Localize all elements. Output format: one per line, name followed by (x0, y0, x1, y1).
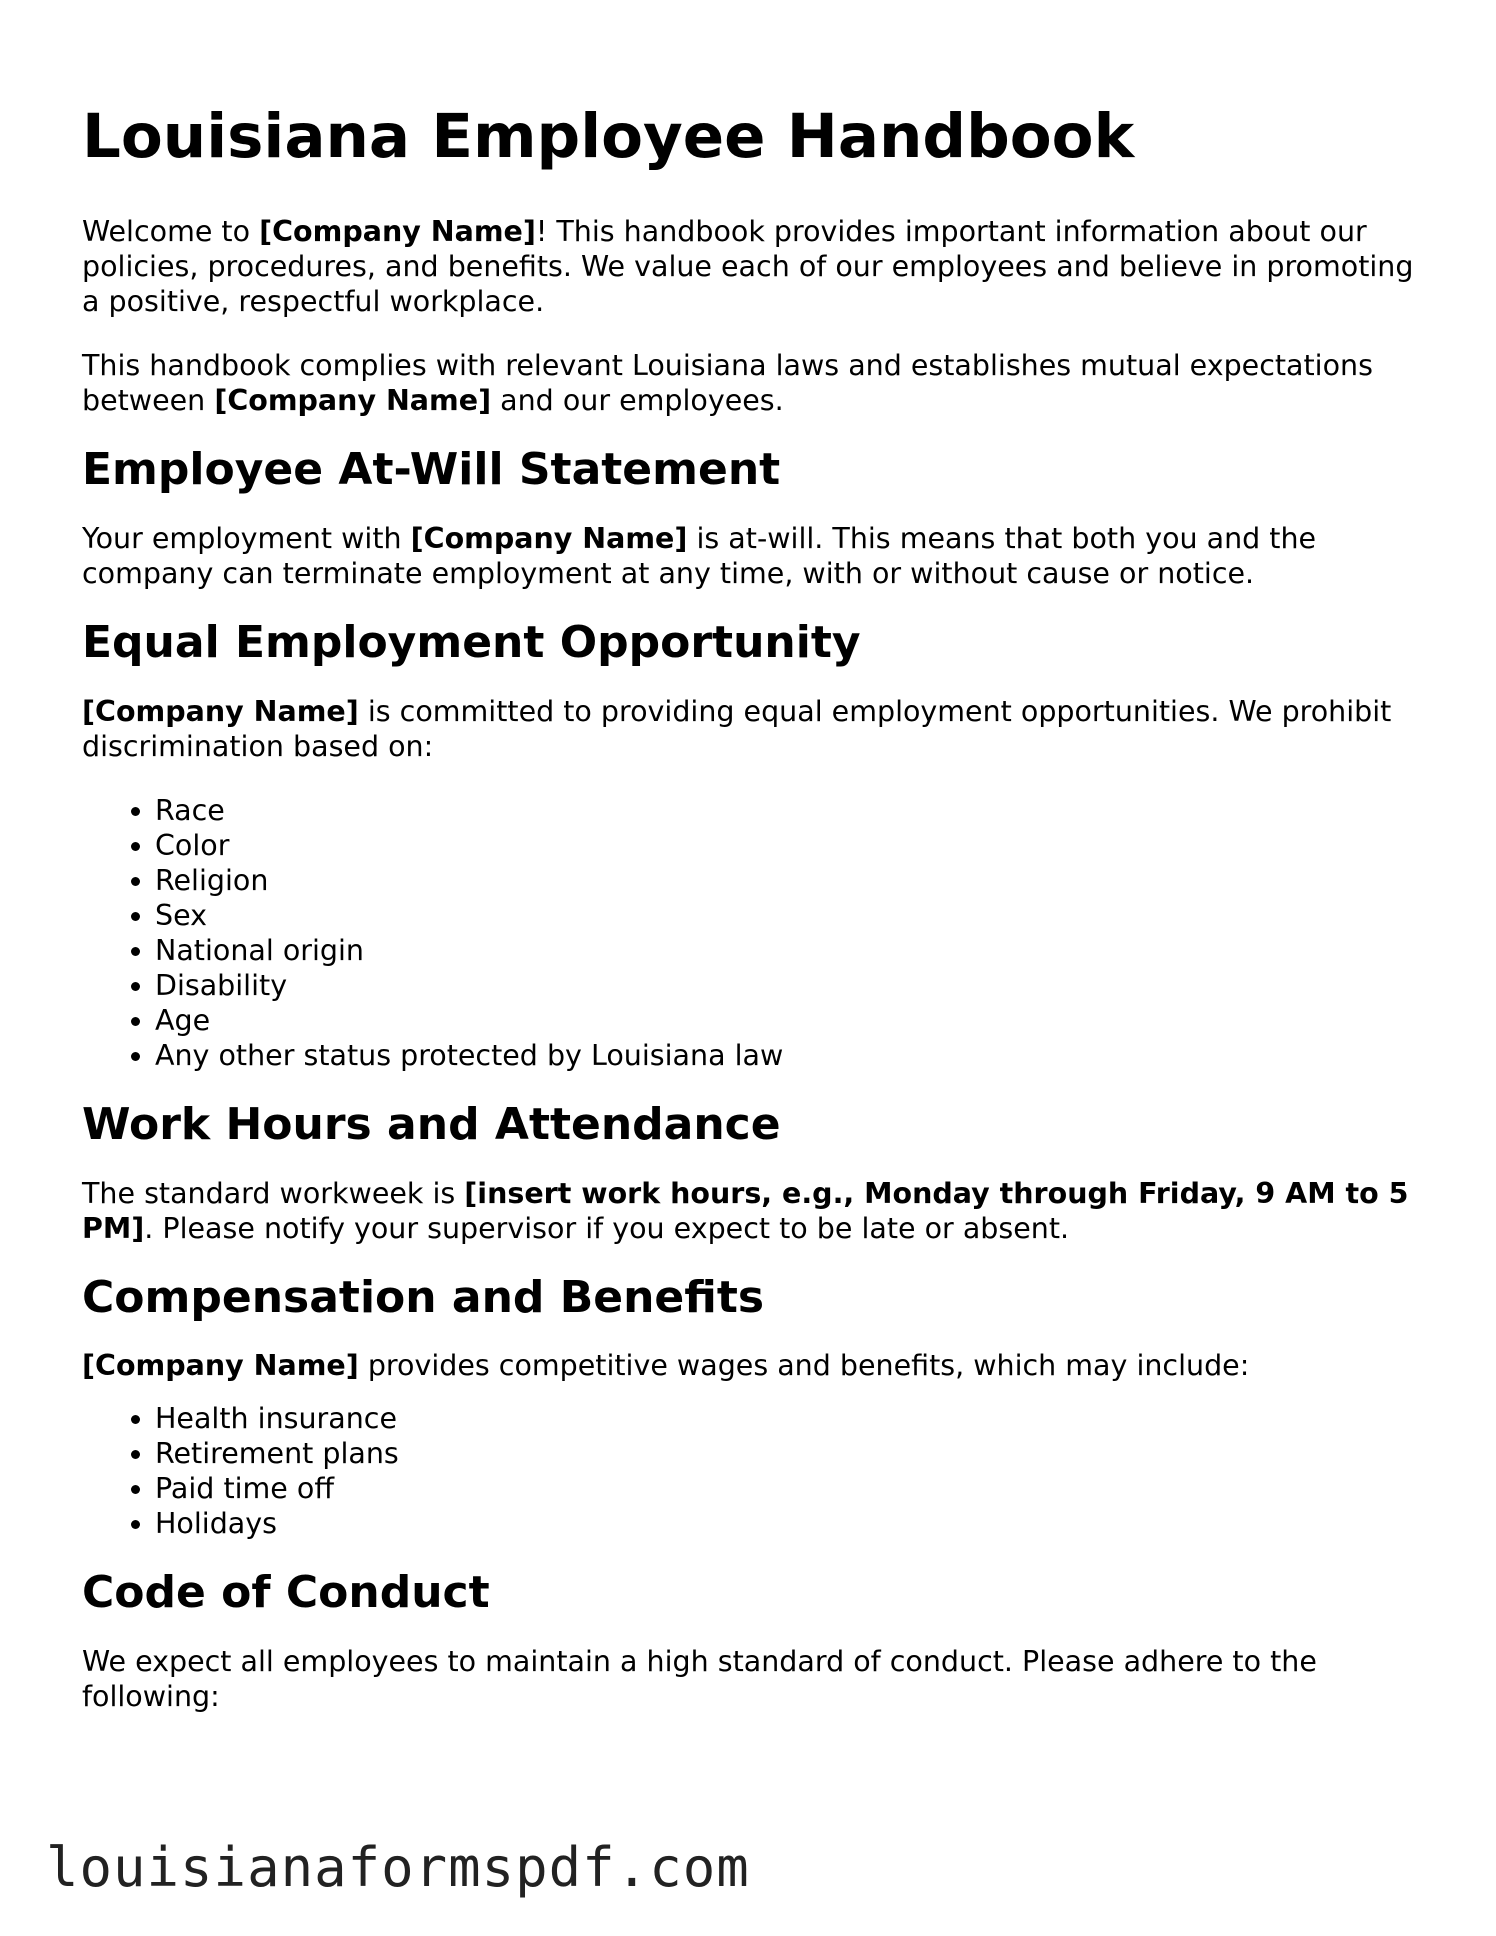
list-item: • Color (155, 828, 1422, 863)
company-name-placeholder: [Company Name] (410, 521, 688, 555)
list-item: • Age (155, 1003, 1422, 1038)
section-heading-at-will: Employee At-Will Statement (82, 444, 781, 496)
conduct-paragraph: We expect all employees to maintain a high standard of conduct. Please adhere to the following: (82, 1645, 1317, 1714)
eeo-paragraph: [Company Name] is committed to providing equal employment opportunities. We prohibit discrimination based on: (82, 694, 1392, 763)
list-item: • National origin (155, 933, 1422, 968)
work-hours-paragraph: The standard workweek is [insert work hours, e.g., Monday through Friday, 9 AM to 5 PM]. Please notify your supervisor if you expect to be late or absent. (82, 1176, 1409, 1245)
list-item: • Race (155, 793, 1422, 828)
section-heading-eeo: Equal Employment Opportunity (82, 616, 861, 668)
watermark-text: louisianaformspdf.com (46, 1836, 750, 1899)
list-item: • Sex (155, 898, 1422, 933)
section-heading-conduct: Code of Conduct (82, 1567, 490, 1619)
company-name-placeholder: [Company Name] (259, 215, 536, 249)
list-item: • Any other status protected by Louisiana law (155, 1038, 1422, 1073)
list-item: • Holidays (155, 1506, 1422, 1541)
at-will-paragraph: Your employment with [Company Name] is at-will. This means that both you and the company can terminate employment at any time, with or without cause or notice. (82, 521, 1317, 590)
page-title: Louisiana Employee Handbook (82, 101, 1135, 172)
list-item: • Health insurance (155, 1401, 1422, 1436)
list-item: • Retirement plans (155, 1436, 1422, 1471)
document-page (82, 0, 1422, 1714)
compensation-paragraph: [Company Name] provides competitive wages and benefits, which may include: (82, 1349, 1250, 1383)
company-name-placeholder: [Company Name] (82, 1349, 359, 1383)
eeo-protected-list (82, 793, 1422, 1073)
section-heading-compensation: Compensation and Benefits (82, 1271, 765, 1323)
intro-paragraph-1: Welcome to [Company Name]! This handbook provides important information about our policies, procedures, and benefits. We value each of our employees and believe in promoting a positive, respectful workplace. (82, 215, 1414, 319)
company-name-placeholder: [Company Name] (82, 694, 359, 728)
list-item: • Religion (155, 863, 1422, 898)
list-item: • Disability (155, 968, 1422, 1003)
intro-paragraph-2: This handbook complies with relevant Louisiana laws and establishes mutual expectations between [Company Name] and our employees. (82, 349, 1373, 418)
work-hours-placeholder: [insert work hours, e.g., Monday through Friday, 9 AM to 5 PM] (82, 1176, 1409, 1245)
section-heading-work-hours: Work Hours and Attendance (82, 1098, 781, 1150)
company-name-placeholder: [Company Name] (214, 384, 492, 418)
list-item: • Paid time off (155, 1471, 1422, 1506)
benefits-list (82, 1401, 1422, 1541)
